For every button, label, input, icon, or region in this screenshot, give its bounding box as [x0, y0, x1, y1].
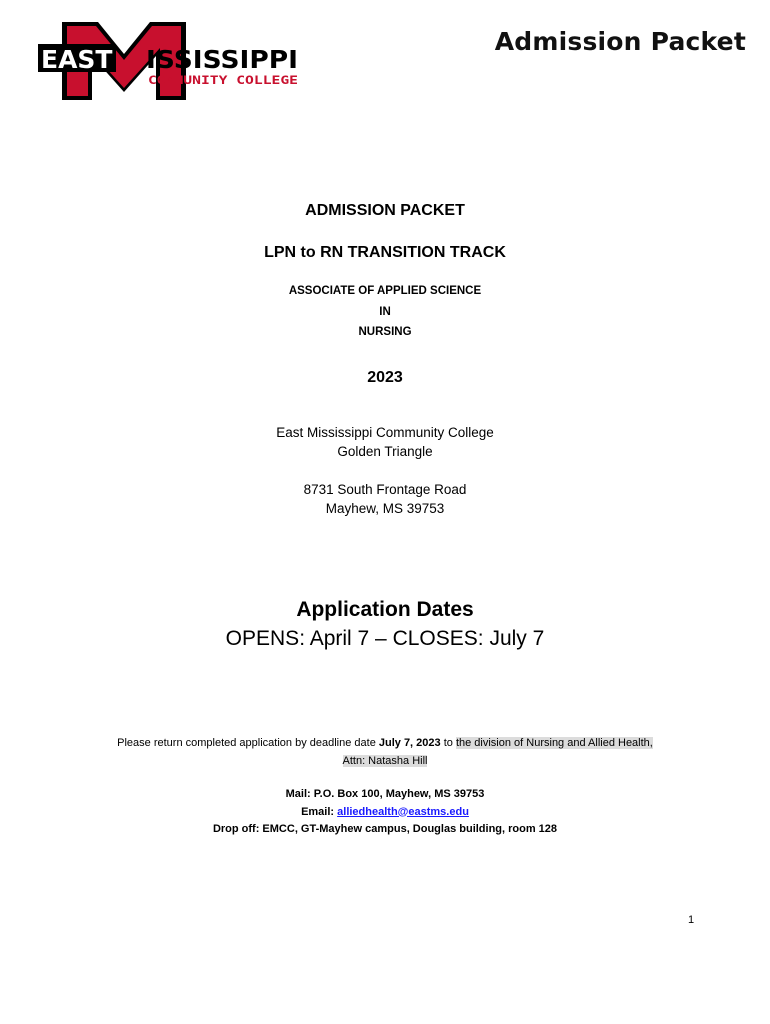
mail-line: Mail: P.O. Box 100, Mayhew, MS 39753 [285, 788, 485, 800]
cover-track: LPN to RN TRANSITION TRACK [264, 244, 506, 261]
header-title: Admission Packet [494, 27, 746, 56]
college-name: East Mississippi Community College [276, 425, 494, 440]
email-line [0, 804, 770, 822]
contact-block [0, 786, 770, 839]
attention-line: Attn: Natasha Hill [342, 755, 428, 767]
application-dates: OPENS: April 7 – CLOSES: July 7 [225, 627, 545, 650]
emcc-logo [38, 22, 300, 100]
instructions-line-1 [0, 734, 770, 752]
cover-title: ADMISSION PACKET [305, 202, 465, 219]
logo-east-text: EAST [41, 45, 113, 74]
deadline-date: July 7, 2023 [378, 737, 441, 749]
email-label: Email: [301, 805, 338, 818]
city-state-zip: Mayhew, MS 39753 [325, 501, 445, 516]
instructions-middle: to [440, 737, 456, 749]
email-link[interactable]: alliedhealth@eastms.edu [337, 805, 469, 818]
cover-year: 2023 [367, 369, 403, 386]
dropoff-line: Drop off: EMCC, GT-Mayhew campus, Douglas building, room 128 [212, 823, 558, 835]
campus-name: Golden Triangle [337, 444, 433, 459]
logo-mississippi-text: ISSISSIPPI [146, 45, 298, 74]
instructions-prefix: Please return completed application by deadline date [117, 737, 379, 749]
degree-line-3: NURSING [358, 326, 412, 338]
degree-line-2: IN [379, 305, 391, 318]
degree-block [0, 281, 770, 343]
logo-subtitle: COMMUNITY COLLEGE [148, 73, 299, 87]
campus-block [0, 423, 770, 461]
page-number: 1 [688, 914, 695, 926]
application-title: Application Dates [296, 598, 474, 621]
street-address: 8731 South Frontage Road [303, 482, 467, 497]
degree-line-1: ASSOCIATE OF APPLIED SCIENCE [288, 285, 482, 297]
address-block [0, 480, 770, 518]
division-name: the division of Nursing and Allied Health, [455, 737, 653, 749]
return-instructions [0, 734, 770, 770]
